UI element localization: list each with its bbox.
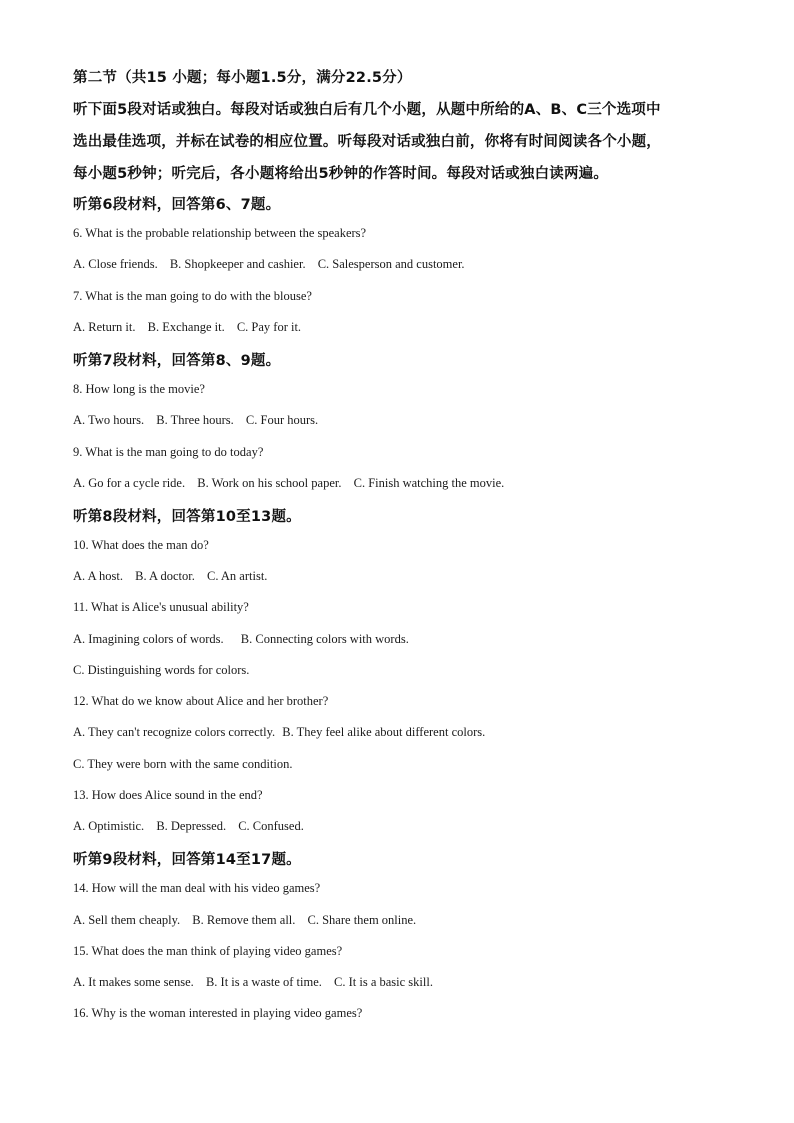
option: C. Confused. xyxy=(238,819,304,833)
option: A. Return it. xyxy=(73,320,136,334)
option: C. Share them online. xyxy=(307,913,417,927)
option: B. Depressed. xyxy=(156,819,227,833)
question-stem: 9. What is the man going to do today? xyxy=(73,445,264,459)
option: C. An artist. xyxy=(207,569,268,583)
question-options xyxy=(73,320,754,335)
option: B. A doctor. xyxy=(135,569,195,583)
option-extra: C. Distinguishing words for colors. xyxy=(73,663,250,677)
question-stem: 16. Why is the woman interested in playing video games? xyxy=(73,1006,363,1020)
option: B. It is a waste of time. xyxy=(205,975,322,989)
question-stem: 8. How long is the movie? xyxy=(73,382,205,396)
section-header: 第二节（共15 小题；每小题1.5分，满分22.5分） xyxy=(73,70,412,86)
question-stem: 11. What is Alice's unusual ability? xyxy=(73,600,249,614)
option: B. Shopkeeper and cashier. xyxy=(169,257,306,271)
option: B. Three hours. xyxy=(156,413,234,427)
question-options xyxy=(73,413,754,428)
option: B. They feel alike about different colors. xyxy=(282,725,486,739)
question-stem: 10. What does the man do? xyxy=(73,538,209,552)
group-heading: 听第6段材料，回答第6、7题。 xyxy=(73,197,281,213)
option: A. They can't recognize colors correctly. xyxy=(73,725,276,739)
option: B. Exchange it. xyxy=(147,320,225,334)
question-options xyxy=(73,819,754,834)
option: A. Two hours. xyxy=(73,413,145,427)
question-stem: 6. What is the probable relationship between the speakers? xyxy=(73,226,367,240)
question-stem: 7. What is the man going to do with the blouse? xyxy=(73,289,312,303)
option: A. It makes some sense. xyxy=(73,975,194,989)
question-options xyxy=(73,569,754,584)
option: A. Optimistic. xyxy=(73,819,145,833)
question-options xyxy=(73,913,754,928)
question-stem: 12. What do we know about Alice and her brother? xyxy=(73,694,329,708)
option: C. Finish watching the movie. xyxy=(353,476,505,490)
question-options xyxy=(73,975,754,990)
question-stem: 14. How will the man deal with his video games? xyxy=(73,881,321,895)
question-stem: 13. How does Alice sound in the end? xyxy=(73,788,263,802)
group-heading: 听第8段材料，回答第10至13题。 xyxy=(73,509,301,525)
question-options xyxy=(73,476,754,491)
question-options xyxy=(73,257,754,272)
instructions-line-1: 听下面5段对话或独白。每段对话或独白后有几个小题，从题中所给的A、B、C三个选项中 xyxy=(73,102,661,118)
option: B. Remove them all. xyxy=(192,913,296,927)
option: A. Close friends. xyxy=(73,257,158,271)
option: C. It is a basic skill. xyxy=(334,975,433,989)
option: A. Sell them cheaply. xyxy=(73,913,181,927)
option: A. A host. xyxy=(73,569,124,583)
option: A. Go for a cycle ride. xyxy=(73,476,186,490)
option: C. Pay for it. xyxy=(236,320,302,334)
instructions-line-3: 每小题5秒钟；听完后，各小题将给出5秒钟的作答时间。每段对话或独白读两遍。 xyxy=(73,166,609,182)
question-options xyxy=(73,632,754,647)
option: C. Four hours. xyxy=(245,413,319,427)
option-extra: C. They were born with the same condition. xyxy=(73,757,293,771)
option: B. Connecting colors with words. xyxy=(240,632,409,646)
question-stem: 15. What does the man think of playing video games? xyxy=(73,944,343,958)
group-heading: 听第9段材料，回答第14至17题。 xyxy=(73,852,301,868)
option: A. Imagining colors of words. xyxy=(73,632,224,646)
question-options xyxy=(73,725,754,740)
instructions-line-2: 选出最佳选项，并标在试卷的相应位置。听每段对话或独白前，你将有时间阅读各个小题， xyxy=(73,134,661,150)
option: B. Work on his school paper. xyxy=(197,476,342,490)
option: C. Salesperson and customer. xyxy=(317,257,465,271)
group-heading: 听第7段材料，回答第8、9题。 xyxy=(73,353,281,369)
